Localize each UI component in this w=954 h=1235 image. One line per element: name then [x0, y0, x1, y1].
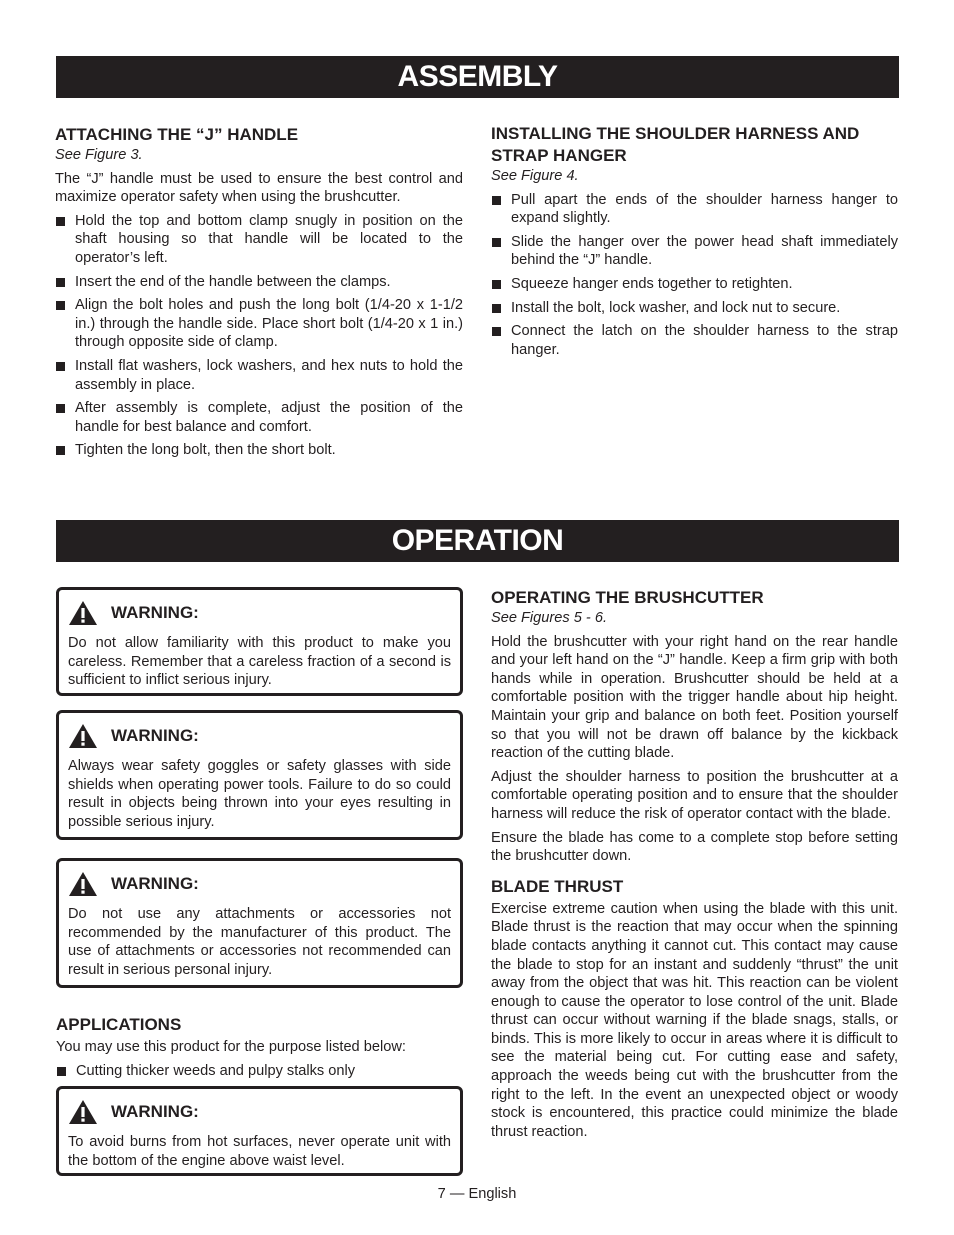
warning-text: Do not allow familiarity with this product to make you careless. Remember that a careless fraction of a second is sufficient to inflict serious injury. — [68, 635, 451, 689]
list-item: Cutting thicker weeds and pulpy stalks only — [56, 1062, 463, 1081]
warning-header — [68, 871, 451, 897]
warning-header — [68, 1099, 451, 1125]
list-item: Slide the hanger over the power head shaft immediately behind the “J” handle. — [491, 233, 898, 270]
harness-section — [491, 123, 898, 364]
list-item: Connect the latch on the shoulder harness to the strap hanger. — [491, 322, 898, 359]
list-item: Squeeze hanger ends together to retighten. — [491, 275, 898, 294]
warning-box-burns — [56, 1086, 463, 1176]
list-item: Insert the end of the handle between the clamps. — [55, 273, 463, 292]
list-item: Install flat washers, lock washers, and hex nuts to hold the assembly in place. — [55, 357, 463, 394]
list-item: Tighten the long bolt, then the short bolt. — [55, 441, 463, 460]
warning-triangle-icon — [68, 723, 98, 749]
warning-text: Always wear safety goggles or safety glasses with side shields when operating power tools. Failure to do so could result in objects being thrown into your eyes resulting in possible serious injury. — [68, 758, 451, 830]
brushcutter-paragraph: Hold the brushcutter with your right hand on the rear handle and your left hand on the “J” handle. Keep a firm grip with both hands while in operation. Brushcutter should be held at a comfortable position with the trigger handle about hip height. Maintain your grip and balance on both feet. Position yourself so that you will not be drawn off balance by the kickback reaction of the cutting blade. — [491, 633, 898, 762]
warning-text: Do not use any attachments or accessories not recommended by the manufacturer of this product. The use of attachments or accessories not recommended can result in serious personal injury. — [68, 906, 451, 978]
j-handle-heading: ATTACHING THE “J” HANDLE — [55, 125, 299, 144]
applications-intro: You may use this product for the purpose listed below: — [56, 1039, 406, 1055]
list-item: After assembly is complete, adjust the position of the handle for best balance and comfort. — [55, 399, 463, 436]
list-item: Hold the top and bottom clamp snugly in position on the shaft housing so that handle will be located to the operator’s left. — [55, 212, 463, 268]
warning-header — [68, 723, 451, 749]
harness-steps — [491, 191, 898, 360]
assembly-title: ASSEMBLY — [397, 60, 558, 93]
warning-triangle-icon — [68, 600, 98, 626]
warning-box-goggles — [56, 710, 463, 840]
operation-title: OPERATION — [391, 524, 564, 557]
warning-label: WARNING: — [111, 725, 199, 745]
applications-heading: APPLICATIONS — [56, 1015, 182, 1034]
j-handle-steps — [55, 212, 463, 460]
warning-label: WARNING: — [111, 602, 199, 622]
see-figures-5-6: See Figures 5 - 6. — [491, 610, 607, 626]
assembly-banner — [56, 56, 899, 98]
see-figure-3: See Figure 3. — [55, 147, 143, 163]
list-item: Align the bolt holes and push the long bolt (1/4-20 x 1-1/2 in.) through the handle side. Place short bolt (1/4-20 x 1 in.) through opposite side of clamp. — [55, 296, 463, 352]
operation-banner — [56, 520, 899, 562]
warning-box-familiarity — [56, 587, 463, 696]
operation-left-column — [56, 587, 463, 1190]
blade-thrust-text: Exercise extreme caution when using the blade with this unit. Blade thrust is the reaction that may occur when the spinning blade contacts anything it cannot cut. This contact may cause the blade to stop for an instant and suddenly “thrust” the unit away from the object that was hit. This reaction can be violent enough to cause the operator to lose control of the unit. Blade thrust can occur without warning if the blade snags, stalls, or binds. This is more likely to occur in areas where it is difficult to see the material being cut. For cutting ease and safety, approach the weeds being cut with the brushcutter from the right to the left. In the event an unexpected object or woody stock is encountered, this practice could minimize the blade thrust reaction. — [491, 900, 898, 1140]
applications-section — [56, 1014, 463, 1080]
brushcutter-paragraph: Ensure the blade has come to a complete stop before setting the brushcutter down. — [491, 829, 898, 865]
warning-label: WARNING: — [111, 873, 199, 893]
warning-text: To avoid burns from hot surfaces, never operate unit with the bottom of the engine above waist level. — [68, 1134, 451, 1169]
warning-header — [68, 600, 451, 626]
harness-heading: INSTALLING THE SHOULDER HARNESS AND STRAP HANGER — [491, 124, 860, 165]
warning-triangle-icon — [68, 871, 98, 897]
j-handle-section — [55, 124, 463, 465]
warning-triangle-icon — [68, 1099, 98, 1125]
operation-right-column — [491, 587, 898, 1146]
brushcutter-paragraph: Adjust the shoulder harness to position the brushcutter at a comfortable operating position and to ensure that the shoulder harness will reduce the risk of operator contact with the blade. — [491, 768, 898, 822]
page-footer: 7 — English — [437, 1186, 517, 1202]
list-item: Install the bolt, lock washer, and lock nut to secure. — [491, 299, 898, 318]
j-handle-intro: The “J” handle must be used to ensure the best control and maximize operator safety when using the brushcutter. — [55, 170, 463, 206]
applications-list — [56, 1062, 463, 1081]
warning-label: WARNING: — [111, 1101, 199, 1121]
list-item: Pull apart the ends of the shoulder harness hanger to expand slightly. — [491, 191, 898, 228]
brushcutter-heading: OPERATING THE BRUSHCUTTER — [491, 588, 764, 607]
see-figure-4: See Figure 4. — [491, 168, 579, 184]
warning-box-attachments — [56, 858, 463, 988]
blade-thrust-heading: BLADE THRUST — [491, 876, 624, 896]
